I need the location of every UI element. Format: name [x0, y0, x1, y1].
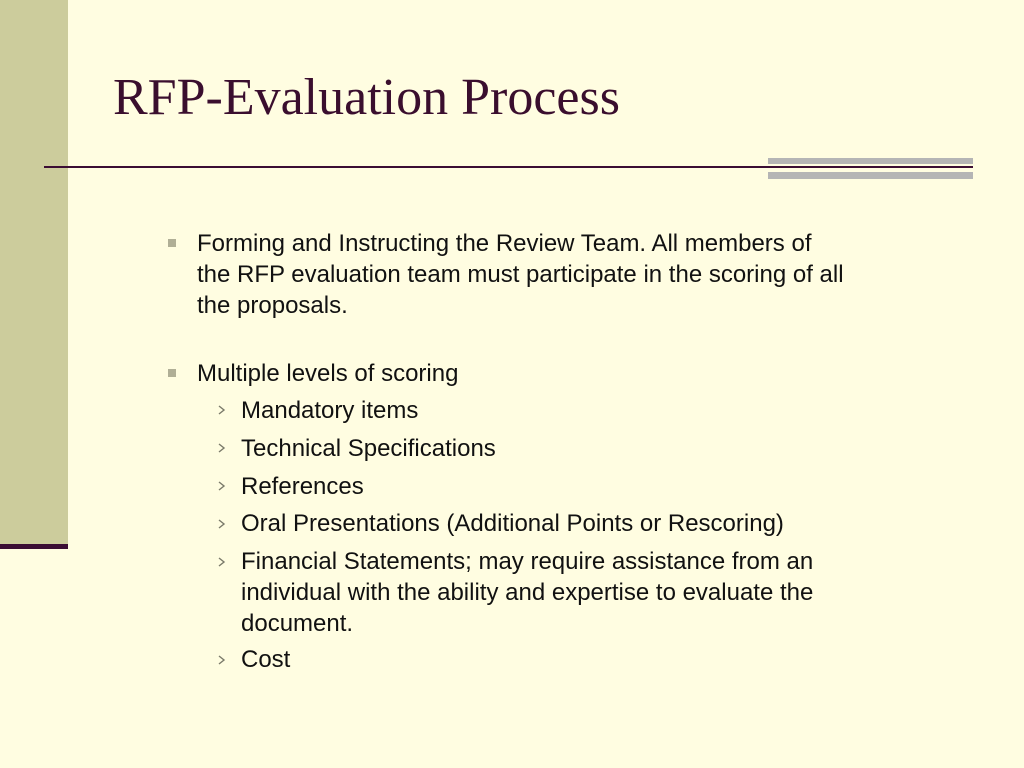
sub-bullet-line: document. — [241, 610, 354, 637]
bullet-line: the RFP evaluation team must participate in the scoring of all — [197, 261, 844, 288]
sub-bullet-item — [241, 433, 496, 464]
arrow-bullet-icon — [217, 405, 227, 415]
square-bullet-icon — [168, 239, 176, 247]
arrow-bullet-icon — [217, 655, 227, 665]
arrow-bullet-icon — [217, 557, 227, 567]
sub-bullet-item — [241, 508, 784, 539]
sub-bullet-item — [241, 644, 290, 675]
sub-bullet-item — [241, 471, 364, 502]
sub-bullet-line: individual with the ability and expertise to evaluate the — [241, 579, 814, 606]
sub-bullet-line: Cost — [241, 646, 291, 673]
sub-bullet-line: References — [241, 473, 364, 500]
slide-title: RFP-Evaluation Process — [113, 69, 620, 126]
bullet-line: Forming and Instructing the Review Team. All members of — [197, 230, 812, 257]
bullet-item — [197, 228, 844, 321]
arrow-bullet-icon — [217, 519, 227, 529]
sub-bullet-line: Mandatory items — [241, 397, 419, 424]
arrow-bullet-icon — [217, 481, 227, 491]
bullet-item — [197, 358, 458, 389]
sub-bullet-line: Financial Statements; may require assistance from an — [241, 548, 814, 575]
bullet-line: Multiple levels of scoring — [197, 360, 459, 387]
sub-bullet-item — [241, 546, 813, 639]
arrow-bullet-icon — [217, 443, 227, 453]
sub-bullet-line: Oral Presentations (Additional Points or Rescoring) — [241, 510, 784, 537]
bullet-line: the proposals. — [197, 292, 348, 319]
sub-bullet-line: Technical Specifications — [241, 435, 496, 462]
square-bullet-icon — [168, 369, 176, 377]
sub-bullet-item — [241, 395, 418, 426]
